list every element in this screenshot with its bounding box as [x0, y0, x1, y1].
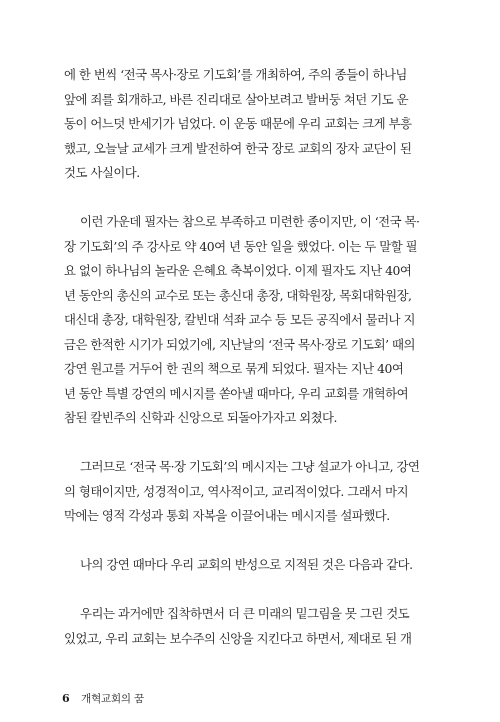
page-number: 6	[62, 692, 70, 705]
text-line: 것도 사실이다.	[64, 165, 140, 180]
text-line: 이런 가운데 필자는 참으로 부족하고 미련한 종이지만, 이 ‘전국 목·	[80, 214, 420, 229]
text-line: 년 동안의 총신의 교수로 또는 총신대 총장, 대학원장, 목회대학원장,	[64, 287, 412, 303]
text-line: 막에는 영적 각성과 통회 자복을 이끌어내는 메시지를 설파했다.	[64, 508, 390, 523]
text-line: 동이 어느덧 반세기가 넘었다. 이 운동 때문에 우리 교회는 크게 부흥	[64, 116, 412, 131]
text-line: 앞에 죄를 회개하고, 바른 진리대로 살아보려고 발버둥 쳐던 기도 운	[64, 91, 409, 107]
text-line: 장 기도회’의 주 강사로 약 40여 년 동안 일을 했었다. 이는 두 말할 필	[64, 238, 418, 254]
paragraph-5	[64, 602, 435, 651]
text-line: 요 없이 하나님의 놀라운 은혜요 축복이었다. 이제 필자도 지난 40여	[64, 263, 412, 278]
text-line: 참된 칼빈주의 신학과 신앙으로 되돌아가자고 외쳤다.	[64, 410, 337, 425]
text-line: 그러므로 ‘전국 목·장 기도회’의 메시지는 그냥 설교가 아니고, 강연	[80, 459, 420, 474]
paragraph-2	[64, 210, 435, 431]
text-line: 대신대 총장, 대학원장, 칼빈대 석좌 교수 등 모든 공직에서 물러나 지	[64, 312, 415, 327]
text-line: 했고, 오늘날 교세가 크게 발전하여 한국 장로 교회의 장자 교단이 된	[64, 140, 412, 156]
text-line: 우리는 과거에만 집착하면서 더 큰 미래의 밑그림을 못 그린 것도	[80, 606, 410, 621]
paragraph-4	[64, 553, 435, 578]
running-title: 개혁교회의 꿈	[81, 693, 144, 705]
text-line: 금은 한적한 시기가 되었기에, 지난날의 ‘전국 목사·장로 기도회’ 때의	[64, 336, 415, 352]
page-body	[64, 63, 435, 651]
text-line: 나의 강연 때마다 우리 교회의 반성으로 지적된 것은 다음과 같다.	[80, 557, 413, 572]
text-line: 에 한 번씩 ‘전국 목사·장로 기도회’를 개최하여, 주의 종들이 하나님	[64, 67, 407, 82]
page-footer	[62, 691, 144, 706]
text-line: 년 동안 특별 강연의 메시지를 쏟아낼 때마다, 우리 교회를 개혁하여	[64, 385, 409, 401]
paragraph-3	[64, 455, 435, 529]
text-line: 의 형태이지만, 성경적이고, 역사적이고, 교리적이었다. 그래서 마지	[64, 483, 409, 499]
text-line: 있었고, 우리 교회는 보수주의 신앙을 지킨다고 하면서, 제대로 된 개	[64, 630, 412, 646]
text-line: 강연 원고를 거두어 한 권의 책으로 묶게 되었다. 필자는 지난 40여	[64, 361, 404, 376]
paragraph-1	[64, 63, 435, 186]
